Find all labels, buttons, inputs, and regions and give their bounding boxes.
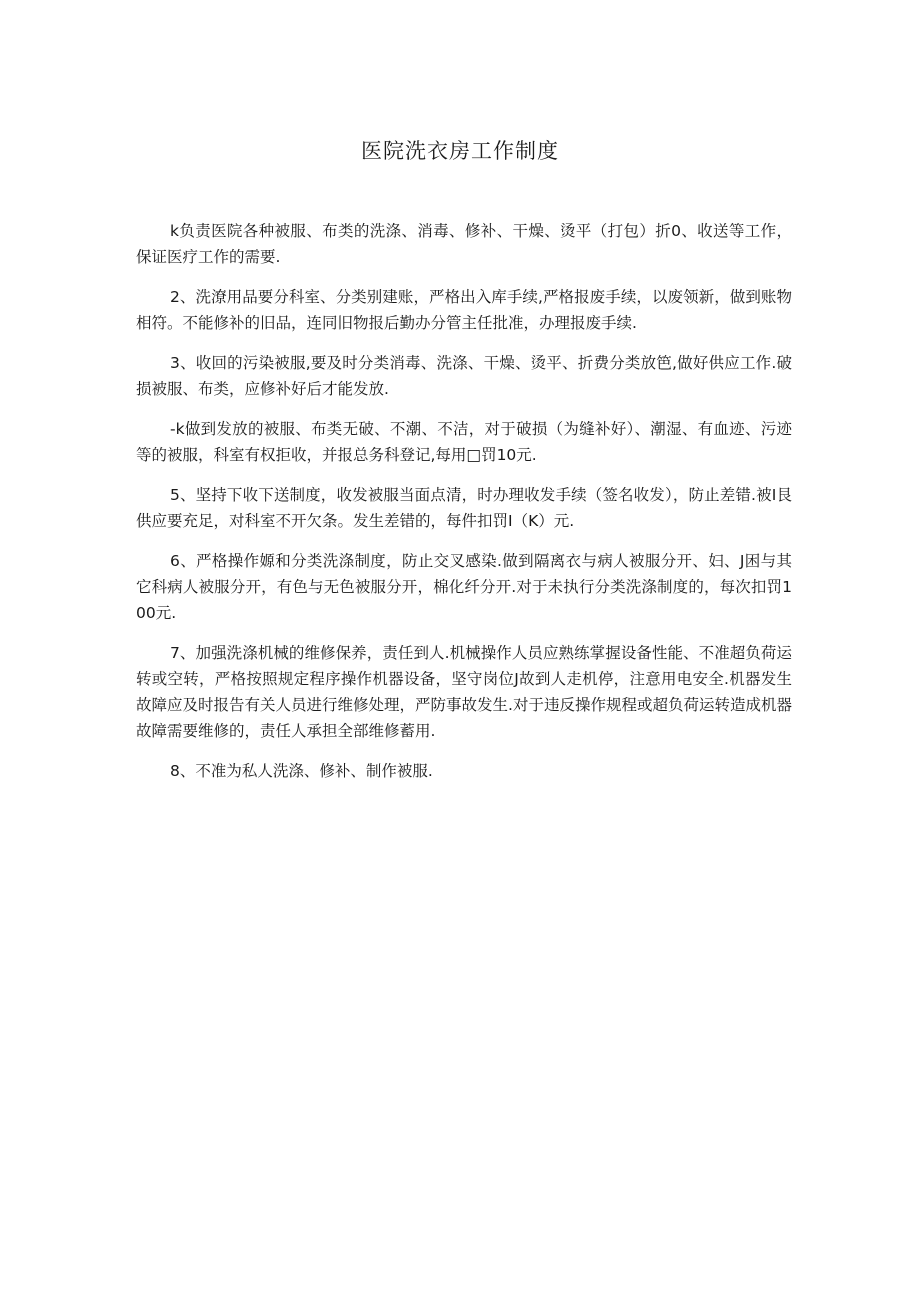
document-title: 医院洗衣房工作制度: [361, 139, 559, 163]
paragraph-6: 6、严格操作嫄和分类洗涤制度，防止交叉感染.做到隔离衣与病人被服分开、妇、J困与其它科病人被服分开，有色与无色被服分开，棉化纤分开.对于未执行分类洗涤制度的，每次扣罚100元.: [136, 552, 792, 622]
paragraph-8: 8、不准为私人洗涤、修补、制作被服.: [170, 762, 433, 780]
paragraph-1: k负责医院各种被服、布类的洗涤、消毒、修补、干燥、烫平（打包）折0、收送等工作，保证医疗工作的需要.: [136, 222, 792, 266]
paragraph-3: 3、收回的污染被服,要及时分类消毒、洗涤、干燥、烫平、折费分类放笆,做好供应工作.破损被服、布类，应修补好后才能发放.: [136, 354, 792, 398]
paragraph-5: 5、坚持下收下送制度，收发被服当面点清，时办理收发手续（签名收发），防止差错.被I艮供应要充足，对科室不开欠条。发生差错的，每件扣罚I（K）元.: [136, 486, 792, 530]
paragraph-4: -k做到发放的被服、布类无破、不潮、不洁，对于破损（为缝补好）、潮湿、有血迹、污迹等的被服，科室有权拒收，并报总务科登记,每用□罚10元.: [136, 420, 792, 464]
document-body: [136, 218, 792, 798]
paragraph-7: 7、加强洗涤机械的维修保养，责任到人.机械操作人员应熟练掌握设备性能、不准超负荷运转或空转，严格按照规定程序操作机器设备，坚守岗位J故到人走机停，注意用电安全.机器发生故障应及时报告有关人员进行维修处理，严防事故发生.对于违反操作规程或超负荷运转造成机器故障需要维修的，责任人承担全部维修蓄用.: [136, 644, 792, 740]
paragraph-2: 2、洗潦用品要分科室、分类别建账，严格出入库手续,严格报废手续，以废领新，做到账物相符。不能修补的旧品，连同旧物报后勤办分管主任批准，办理报废手续.: [136, 288, 792, 332]
